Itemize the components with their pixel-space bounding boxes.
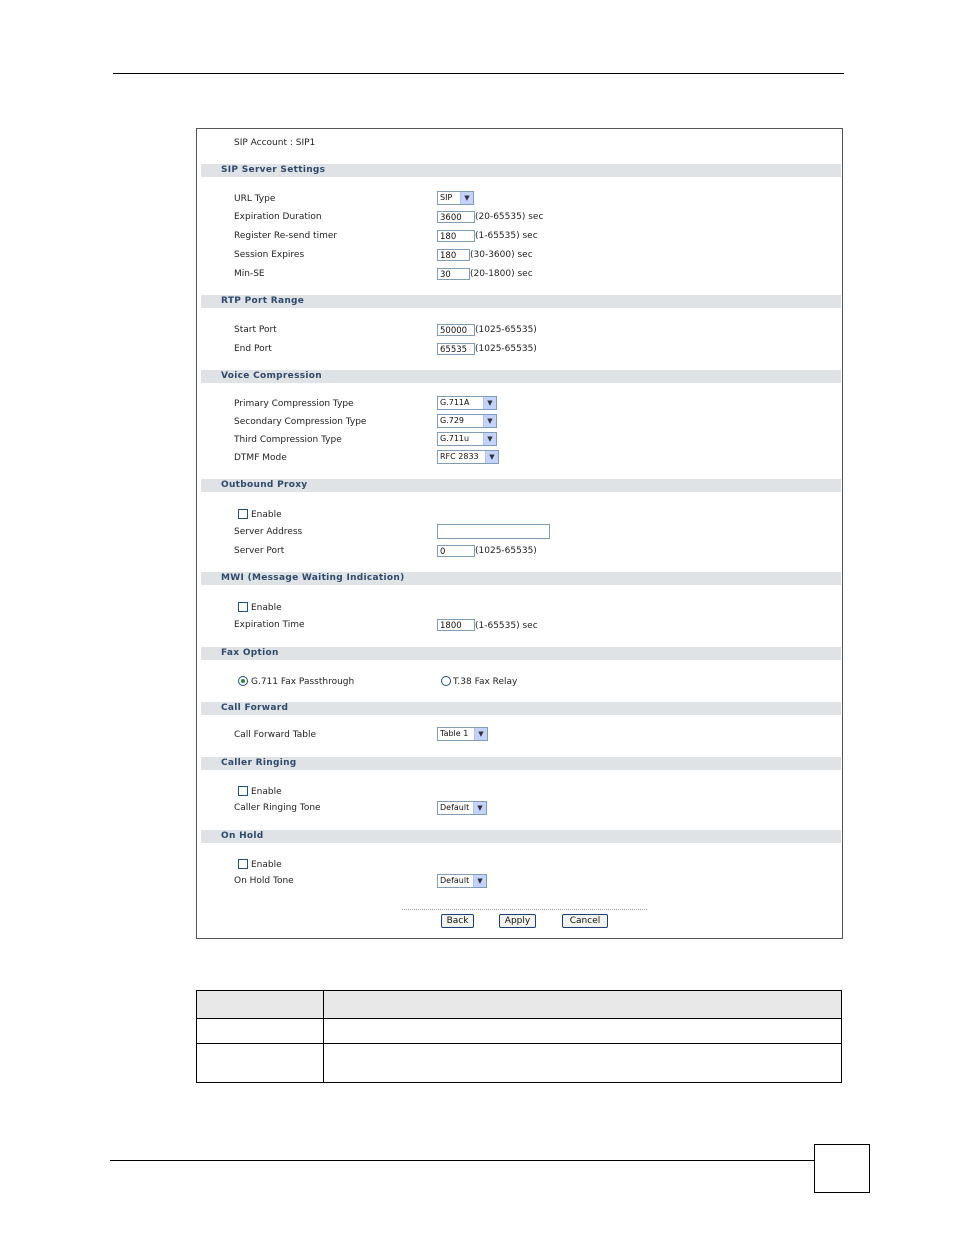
on-hold-tone-label: On Hold Tone	[234, 876, 294, 886]
section-fax-option: Fax Option	[201, 647, 841, 660]
on-hold-tone-select[interactable]: Default ▼	[437, 874, 487, 888]
session-expires-input[interactable]: 180	[437, 249, 470, 261]
server-port-input[interactable]: 0	[437, 545, 475, 557]
chevron-down-icon: ▼	[483, 433, 496, 445]
table-row	[197, 1019, 842, 1044]
on-hold-enable-label: Enable	[251, 860, 282, 870]
secondary-compression-select[interactable]: G.729 ▼	[437, 414, 497, 428]
mwi-enable-label: Enable	[251, 603, 282, 613]
chevron-down-icon: ▼	[473, 802, 486, 814]
fax-passthrough-radio[interactable]	[238, 676, 248, 686]
call-forward-table-label: Call Forward Table	[234, 730, 316, 740]
section-outbound-proxy: Outbound Proxy	[201, 479, 841, 492]
dtmf-mode-select[interactable]: RFC 2833 ▼	[437, 450, 499, 464]
server-port-hint: (1025-65535)	[475, 546, 537, 556]
section-call-forward: Call Forward	[201, 702, 841, 715]
chevron-down-icon: ▼	[473, 875, 486, 887]
register-resend-label: Register Re-send timer	[234, 231, 338, 241]
sip-account-panel	[196, 128, 843, 939]
url-type-select[interactable]: SIP ▼	[437, 191, 474, 205]
expiration-duration-label: Expiration Duration	[234, 212, 322, 222]
min-se-hint: (20-1800) sec	[470, 269, 533, 279]
chevron-down-icon: ▼	[474, 728, 487, 740]
table-row	[197, 1044, 842, 1083]
chevron-down-icon: ▼	[460, 192, 473, 204]
cancel-button[interactable]: Cancel	[562, 914, 608, 928]
apply-button[interactable]: Apply	[499, 914, 536, 928]
caller-ringing-enable-checkbox[interactable]	[238, 786, 248, 796]
on-hold-enable-checkbox[interactable]	[238, 859, 248, 869]
header-rule	[113, 73, 844, 74]
chevron-down-icon: ▼	[485, 451, 498, 463]
primary-compression-select[interactable]: G.711A ▼	[437, 396, 497, 410]
section-rtp: RTP Port Range	[201, 295, 841, 308]
page-number-box	[814, 1144, 870, 1193]
chevron-down-icon: ▼	[483, 415, 496, 427]
outbound-enable-checkbox[interactable]	[238, 509, 248, 519]
start-port-hint: (1025-65535)	[475, 325, 537, 335]
caller-ringing-tone-label: Caller Ringing Tone	[234, 803, 321, 813]
register-resend-input[interactable]: 180	[437, 230, 475, 242]
caller-ringing-tone-select[interactable]: Default ▼	[437, 801, 487, 815]
session-expires-label: Session Expires	[234, 250, 305, 260]
end-port-label: End Port	[234, 344, 272, 354]
section-sip-server: SIP Server Settings	[201, 164, 841, 177]
section-mwi: MWI (Message Waiting Indication)	[201, 572, 841, 585]
section-on-hold: On Hold	[201, 830, 841, 843]
mwi-expiration-label: Expiration Time	[234, 620, 305, 630]
outbound-enable-label: Enable	[251, 510, 282, 520]
footer-rule	[110, 1160, 814, 1161]
expiration-duration-hint: (20-65535) sec	[475, 212, 544, 222]
mwi-expiration-input[interactable]: 1800	[437, 619, 475, 631]
start-port-label: Start Port	[234, 325, 277, 335]
fax-t38-label: T.38 Fax Relay	[453, 677, 518, 687]
back-button[interactable]: Back	[441, 914, 474, 928]
server-port-label: Server Port	[234, 546, 285, 556]
session-expires-hint: (30-3600) sec	[470, 250, 533, 260]
end-port-hint: (1025-65535)	[475, 344, 537, 354]
register-resend-hint: (1-65535) sec	[475, 231, 538, 241]
primary-compression-label: Primary Compression Type	[234, 399, 354, 409]
third-compression-label: Third Compression Type	[234, 435, 342, 445]
min-se-input[interactable]: 30	[437, 268, 470, 280]
end-port-input[interactable]: 65535	[437, 343, 475, 355]
section-caller-ringing: Caller Ringing	[201, 757, 841, 770]
account-title: SIP Account : SIP1	[234, 138, 316, 148]
chevron-down-icon: ▼	[483, 397, 496, 409]
section-voice-compression: Voice Compression	[201, 370, 841, 383]
mwi-enable-checkbox[interactable]	[238, 602, 248, 612]
url-type-label: URL Type	[234, 194, 276, 204]
start-port-input[interactable]: 50000	[437, 324, 475, 336]
third-compression-select[interactable]: G.711u ▼	[437, 432, 497, 446]
secondary-compression-label: Secondary Compression Type	[234, 417, 367, 427]
call-forward-table-select[interactable]: Table 1 ▼	[437, 727, 488, 741]
fax-t38-radio[interactable]	[441, 676, 451, 686]
mwi-expiration-hint: (1-65535) sec	[475, 621, 538, 631]
button-divider	[402, 909, 647, 910]
table-header-row	[197, 991, 842, 1019]
server-address-label: Server Address	[234, 527, 303, 537]
dtmf-mode-label: DTMF Mode	[234, 453, 287, 463]
fax-passthrough-label: G.711 Fax Passthrough	[251, 677, 355, 687]
description-table	[196, 990, 842, 1083]
min-se-label: Min-SE	[234, 269, 265, 279]
expiration-duration-input[interactable]: 3600	[437, 211, 475, 223]
caller-ringing-enable-label: Enable	[251, 787, 282, 797]
server-address-input[interactable]	[437, 524, 550, 539]
